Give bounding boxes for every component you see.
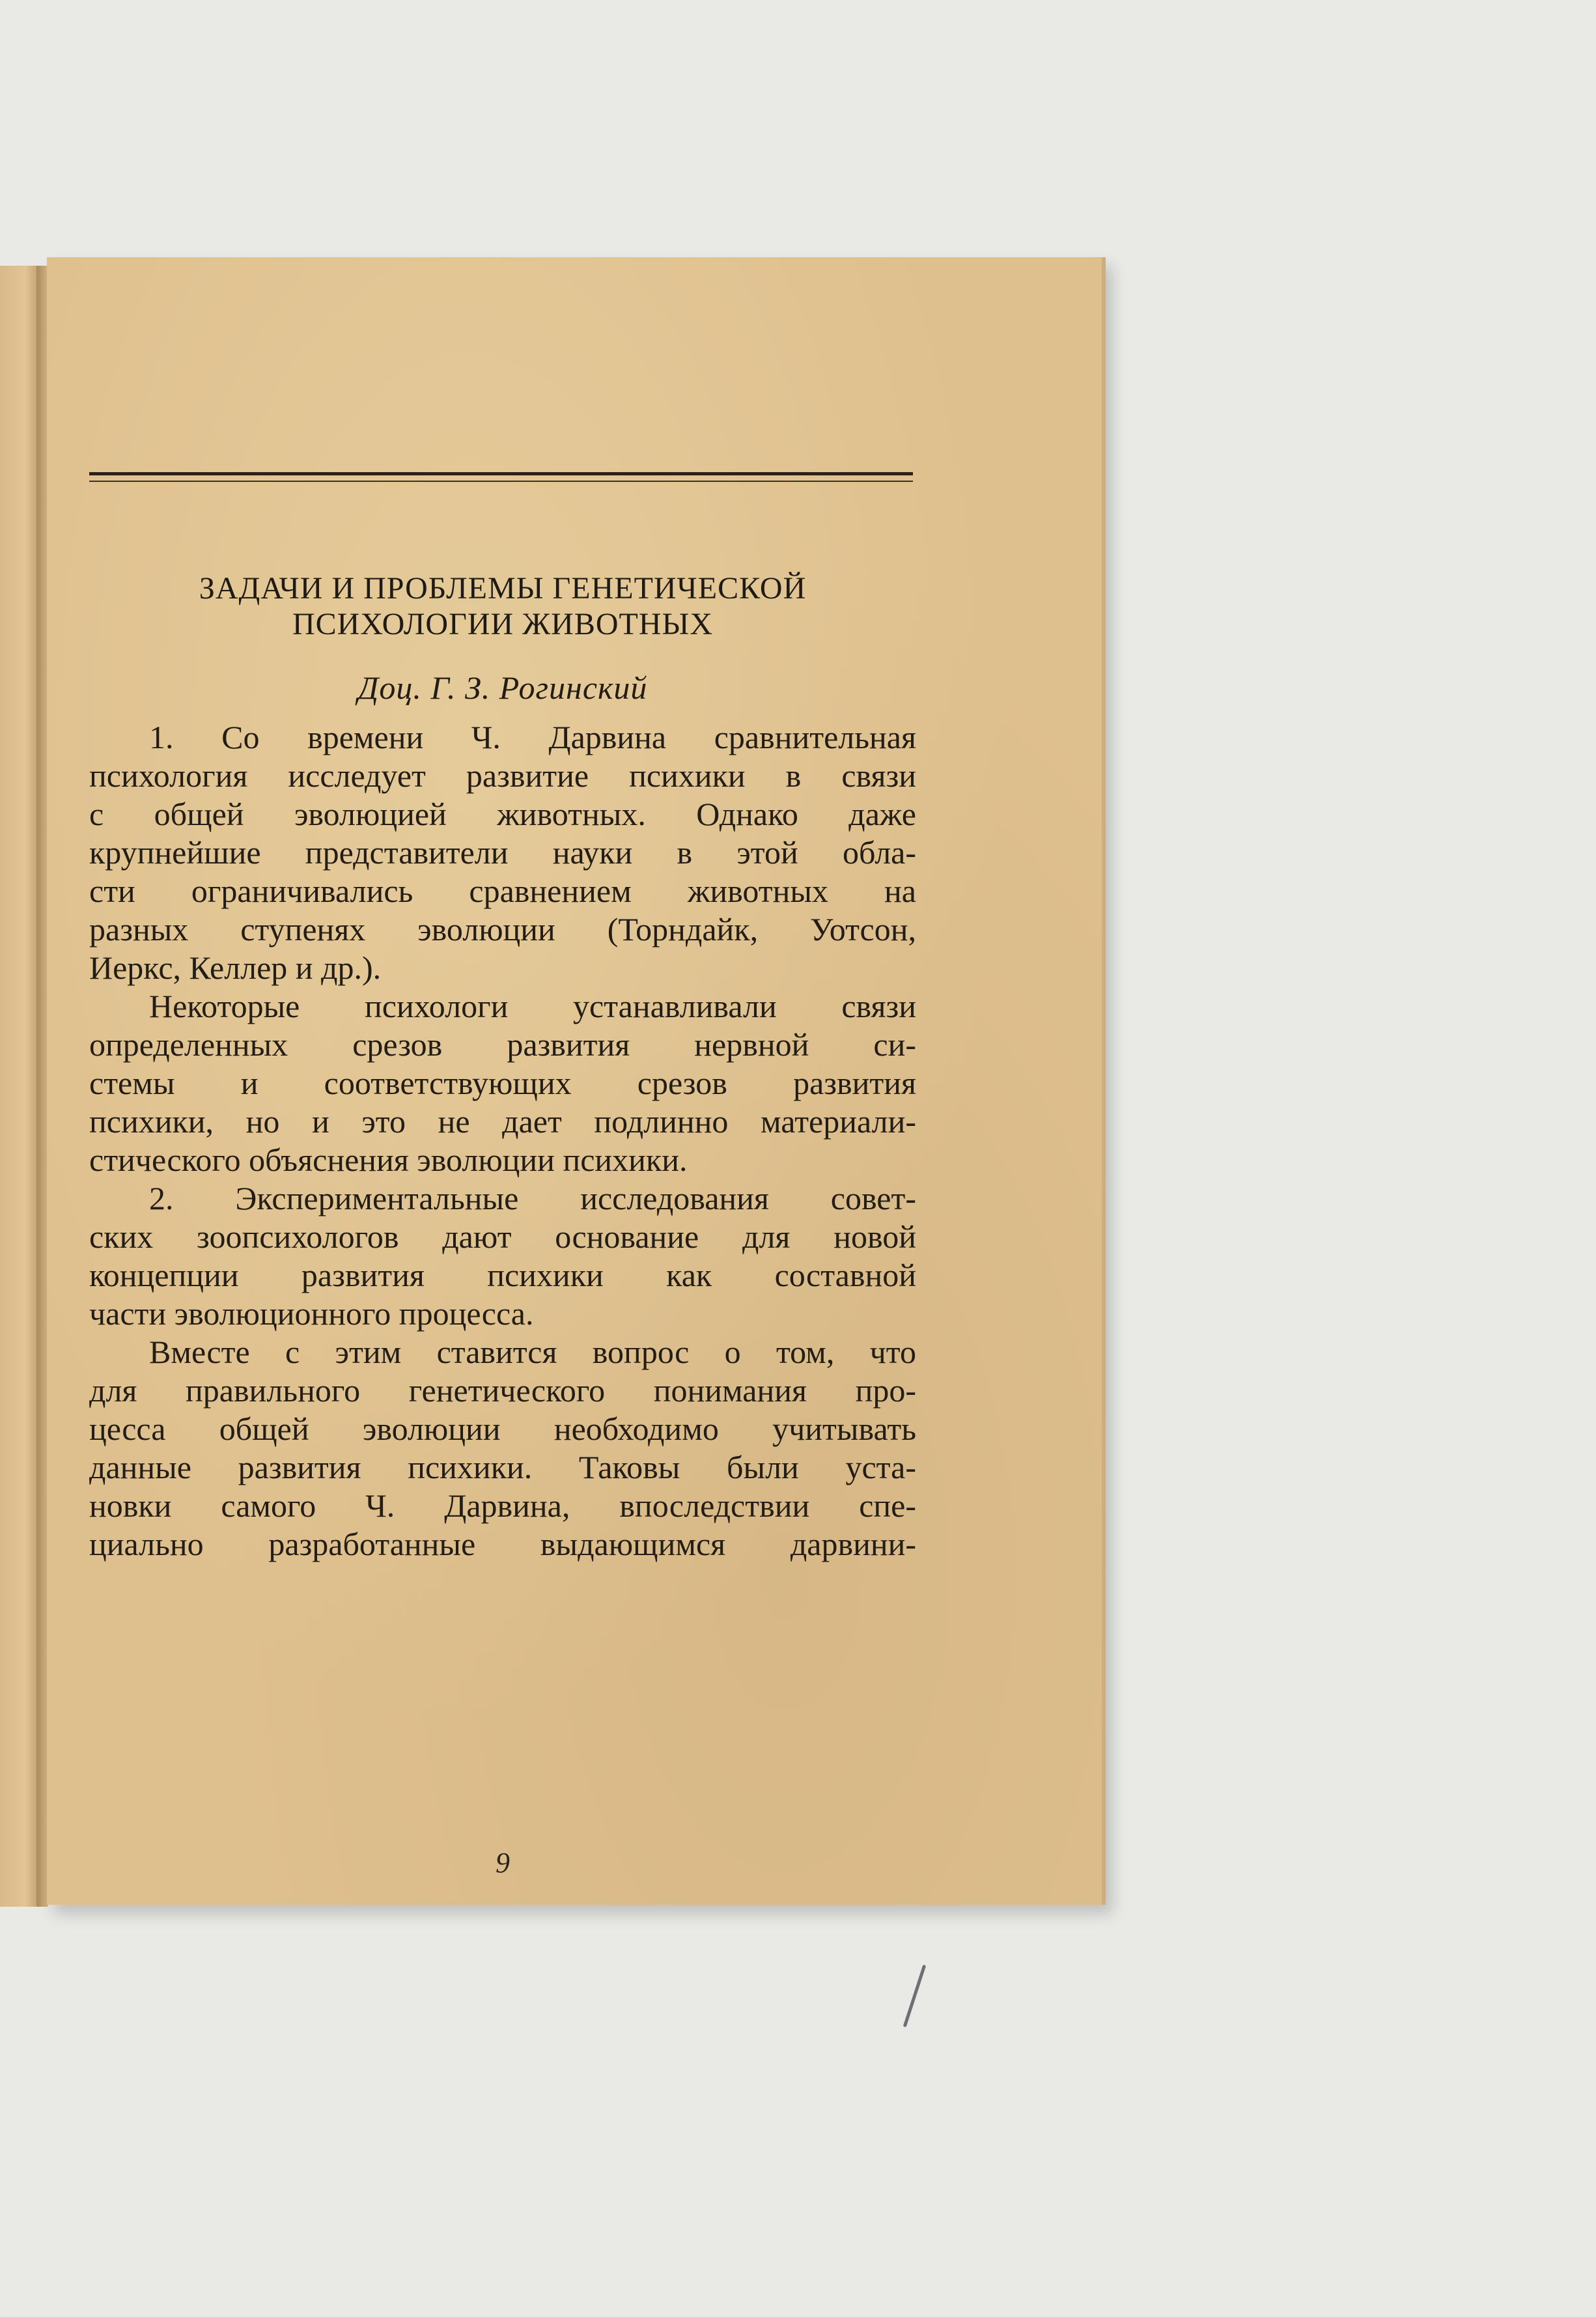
text-line: 2. Экспериментальные исследования совет- — [149, 1180, 916, 1216]
article-author: Доц. Г. З. Рогинский — [357, 669, 648, 706]
text-line: психология исследует развитие психики в связи — [89, 757, 916, 794]
page-number: 9 — [496, 1847, 510, 1879]
text-line: Вместе с этим ставится вопрос о том, что — [149, 1334, 916, 1370]
text-line: новки самого Ч. Дарвина, впоследствии спе- — [89, 1487, 916, 1524]
text-line: крупнейшие представители науки в этой обла- — [89, 834, 916, 871]
text-line: Некоторые психологи устанавливали связи — [149, 988, 916, 1024]
text-line: части эволюционного процесса. — [89, 1295, 534, 1332]
book-page — [47, 257, 1106, 1905]
article-body — [89, 718, 916, 1564]
text-line: концепции развития психики как составной — [89, 1257, 916, 1293]
text-line: для правильного генетического понимания про- — [89, 1372, 916, 1409]
text-line: стического объяснения эволюции психики. — [89, 1142, 688, 1178]
text-line: определенных срезов развития нервной си- — [89, 1026, 916, 1063]
pencil-mark — [903, 1965, 927, 2028]
text-line: разных ступенях эволюции (Торндайк, Уотсон, — [89, 911, 916, 948]
article-title-line-1: ЗАДАЧИ И ПРОБЛЕМЫ ГЕНЕТИЧЕСКОЙ — [199, 571, 807, 606]
text-line: 1. Со времени Ч. Дарвина сравнительная — [149, 719, 916, 755]
article-title-line-2: ПСИХОЛОГИИ ЖИВОТНЫХ — [292, 607, 713, 641]
text-line: цесса общей эволюции необходимо учитывать — [89, 1411, 916, 1447]
text-line: стемы и соответствующих срезов развития — [89, 1065, 916, 1101]
text-line: циально разработанные выдающимся дарвини- — [89, 1526, 916, 1562]
previous-page-edge — [0, 266, 38, 1907]
text-line: ских зоопсихологов дают основание для новой — [89, 1218, 916, 1255]
text-line: Иеркс, Келлер и др.). — [89, 949, 382, 986]
text-line: сти ограничивались сравнением животных на — [89, 873, 916, 909]
text-line: данные развития психики. Таковы были уста- — [89, 1449, 916, 1485]
header-rule — [89, 472, 913, 482]
text-line: психики, но и это не дает подлинно материали- — [89, 1103, 916, 1140]
text-line: с общей эволюцией животных. Однако даже — [89, 796, 916, 832]
